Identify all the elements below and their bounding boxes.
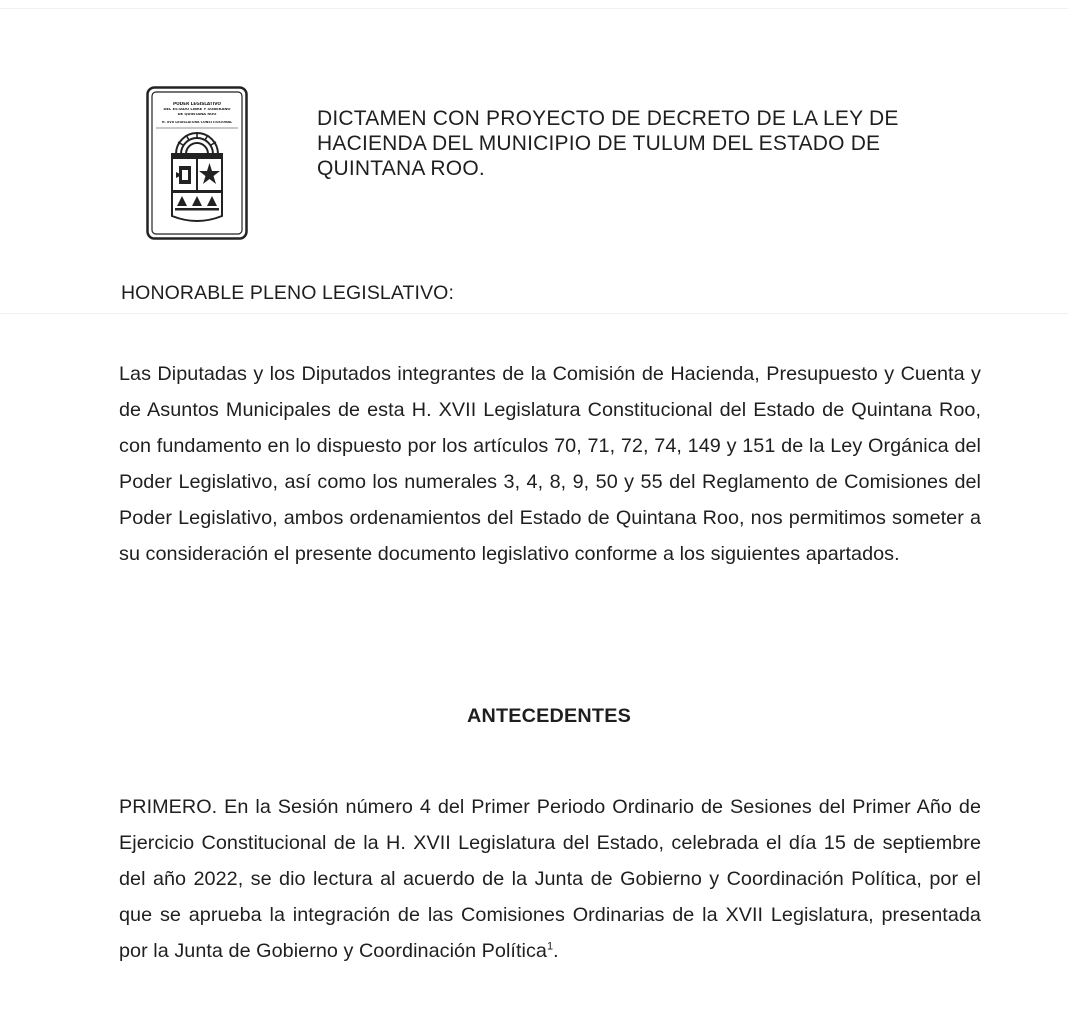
intro-paragraph: Las Diputadas y los Diputados integrantes de la Comisión de Hacienda, Presupuesto y Cuenta y de Asuntos Municipales de esta H. XVII Legislatura Constitucional del Estado de Quintana Roo, con fundamento en lo dispuesto por los artículos 70, 71, 72, 74, 149 y 151 de la Ley Orgánica del Poder Legislativo, así como los numerales 3, 4, 8, 9, 50 y 55 del Reglamento de Comisiones del Poder Legislativo, ambos ordenamientos del Estado de Quintana Roo, nos permitimos someter a su consideración el presente documento legislativo conforme a los siguientes apartados.: [119, 363, 981, 565]
seal-caption-line: DE QUINTANA ROO: [177, 113, 217, 116]
seal-caption-line: DEL ESTADO LIBRE Y SOBERANO: [163, 108, 231, 111]
footnote-marker[interactable]: 1: [546, 940, 554, 953]
first-antecedent-paragraph: [119, 789, 981, 969]
legislature-seal-logo: [146, 86, 248, 240]
addressee-line: HONORABLE PLENO LEGISLATIVO:: [121, 282, 454, 304]
paragraph-end: .: [553, 940, 559, 962]
scan-artifact-line: [0, 8, 1068, 9]
section-heading: ANTECEDENTES: [467, 705, 631, 727]
paragraph-text: PRIMERO. En la Sesión número 4 del Primer Periodo Ordinario de Sesiones del Primer Año de Ejercicio Constitucional de la H. XVII Legislatura del Estado, celebrada el día 15 de septiembre del año 2022, se dio lectura al acuerdo de la Junta de Gobierno y Coordinación Política, por el que se aprueba la integración de las Comisiones Ordinarias de la XVII Legislatura, presentada por la Junta de Gobierno y Coordinación Política: [119, 796, 981, 962]
seal-caption-line: PODER LEGISLATIVO: [173, 102, 221, 106]
document-title: DICTAMEN CON PROYECTO DE DECRETO DE LA LEY DE HACIENDA DEL MUNICIPIO DE TULUM DEL ESTADO DE QUINTANA ROO.: [317, 107, 899, 180]
seal-caption-line: H. XVII LEGISLATURA CONSTITUCIONAL: [161, 121, 233, 124]
scan-artifact-line: [0, 313, 1068, 314]
